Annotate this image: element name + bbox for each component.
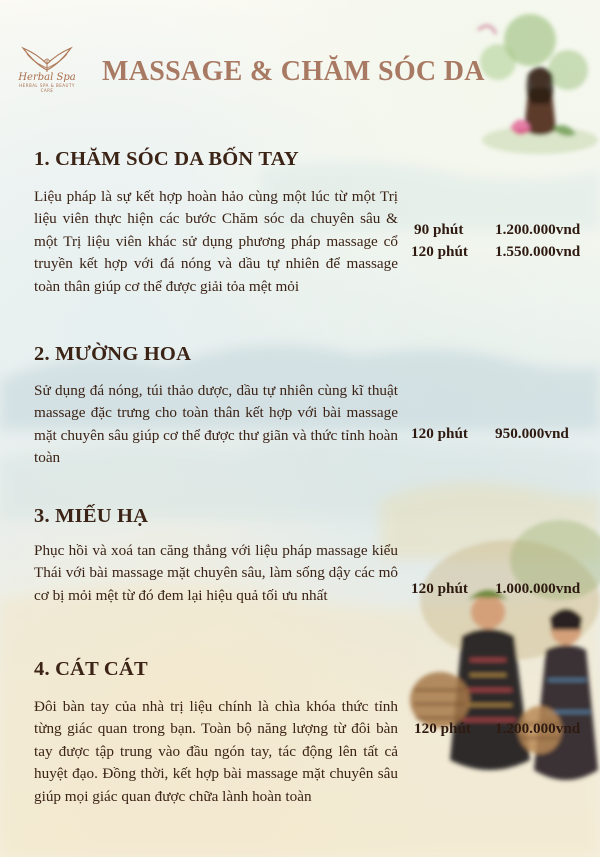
brand-logo (14, 42, 80, 93)
wings-logo-icon (17, 42, 77, 76)
price-row-1a (0, 221, 600, 243)
price-duration: 120 phút (411, 243, 468, 260)
price-row-3 (0, 580, 600, 602)
service-desc-1: Liệu pháp là sự kết hợp hoàn hảo cùng một lúc từ một Trị liệu viên thực hiện các bước Chăm sóc da chuyên sâu & một Trị liệu viên khác sử dụng phương pháp massage cổ truyền kết hợp với đá nóng và dầu tự nhiên để massage toàn thân giúp cơ thể được giải tỏa mệt mỏi (34, 188, 398, 295)
service-title-2: 2. MƯỜNG HOA (34, 343, 192, 365)
price-amount: 1.000.000vnd (495, 580, 581, 597)
price-row-2 (0, 425, 600, 447)
price-amount: 1.200.000vnd (495, 221, 581, 238)
price-duration: 120 phút (414, 720, 471, 737)
price-duration: 90 phút (414, 221, 464, 238)
price-duration: 120 phút (411, 580, 468, 597)
price-amount: 950.000vnd (495, 425, 569, 442)
price-row-1b (0, 243, 600, 265)
service-title-4: 4. CÁT CÁT (34, 658, 148, 680)
price-row-4 (0, 720, 600, 742)
service-desc-4: Đôi bàn tay của nhà trị liệu chính là chìa khóa thức tỉnh từng giác quan trong bạn. Toàn bộ năng lượng từ đôi bàn tay được tập trung vào đầu ngón tay, tác động lên tất cả huyệt đạo. Đồng thời, kết hợp bài massage mặt chuyên sâu giúp mọi giác quan được chữa lành hoàn toàn (34, 698, 398, 805)
price-duration: 120 phút (411, 425, 468, 442)
price-amount: 1.200.000vnd (495, 720, 581, 737)
service-desc-3: Phục hồi và xoá tan căng thẳng với liệu pháp massage kiểu Thái với bài massage mặt chuyên sâu, làm sống dậy các mô cơ bị mỏi mệt từ đó đem lại hiệu quả tối ưu nhất (34, 542, 398, 604)
service-desc-2: Sử dụng đá nóng, túi thảo dược, dầu tự nhiên cùng kĩ thuật massage đặc trưng cho toàn thân kết hợp với bài massage mặt chuyên sâu giúp cơ thể được thư giãn và thức tỉnh hoàn toàn (34, 382, 398, 467)
service-title-1: 1. CHĂM SÓC DA BỐN TAY (34, 148, 299, 170)
logo-name: Herbal Spa (18, 72, 76, 83)
page-title: MASSAGE & CHĂM SÓC DA (102, 56, 485, 87)
price-amount: 1.550.000vnd (495, 243, 581, 260)
logo-tagline: HERBAL SPA & BEAUTY CARE (19, 83, 75, 93)
service-title-3: 3. MIẾU HẠ (34, 505, 149, 527)
